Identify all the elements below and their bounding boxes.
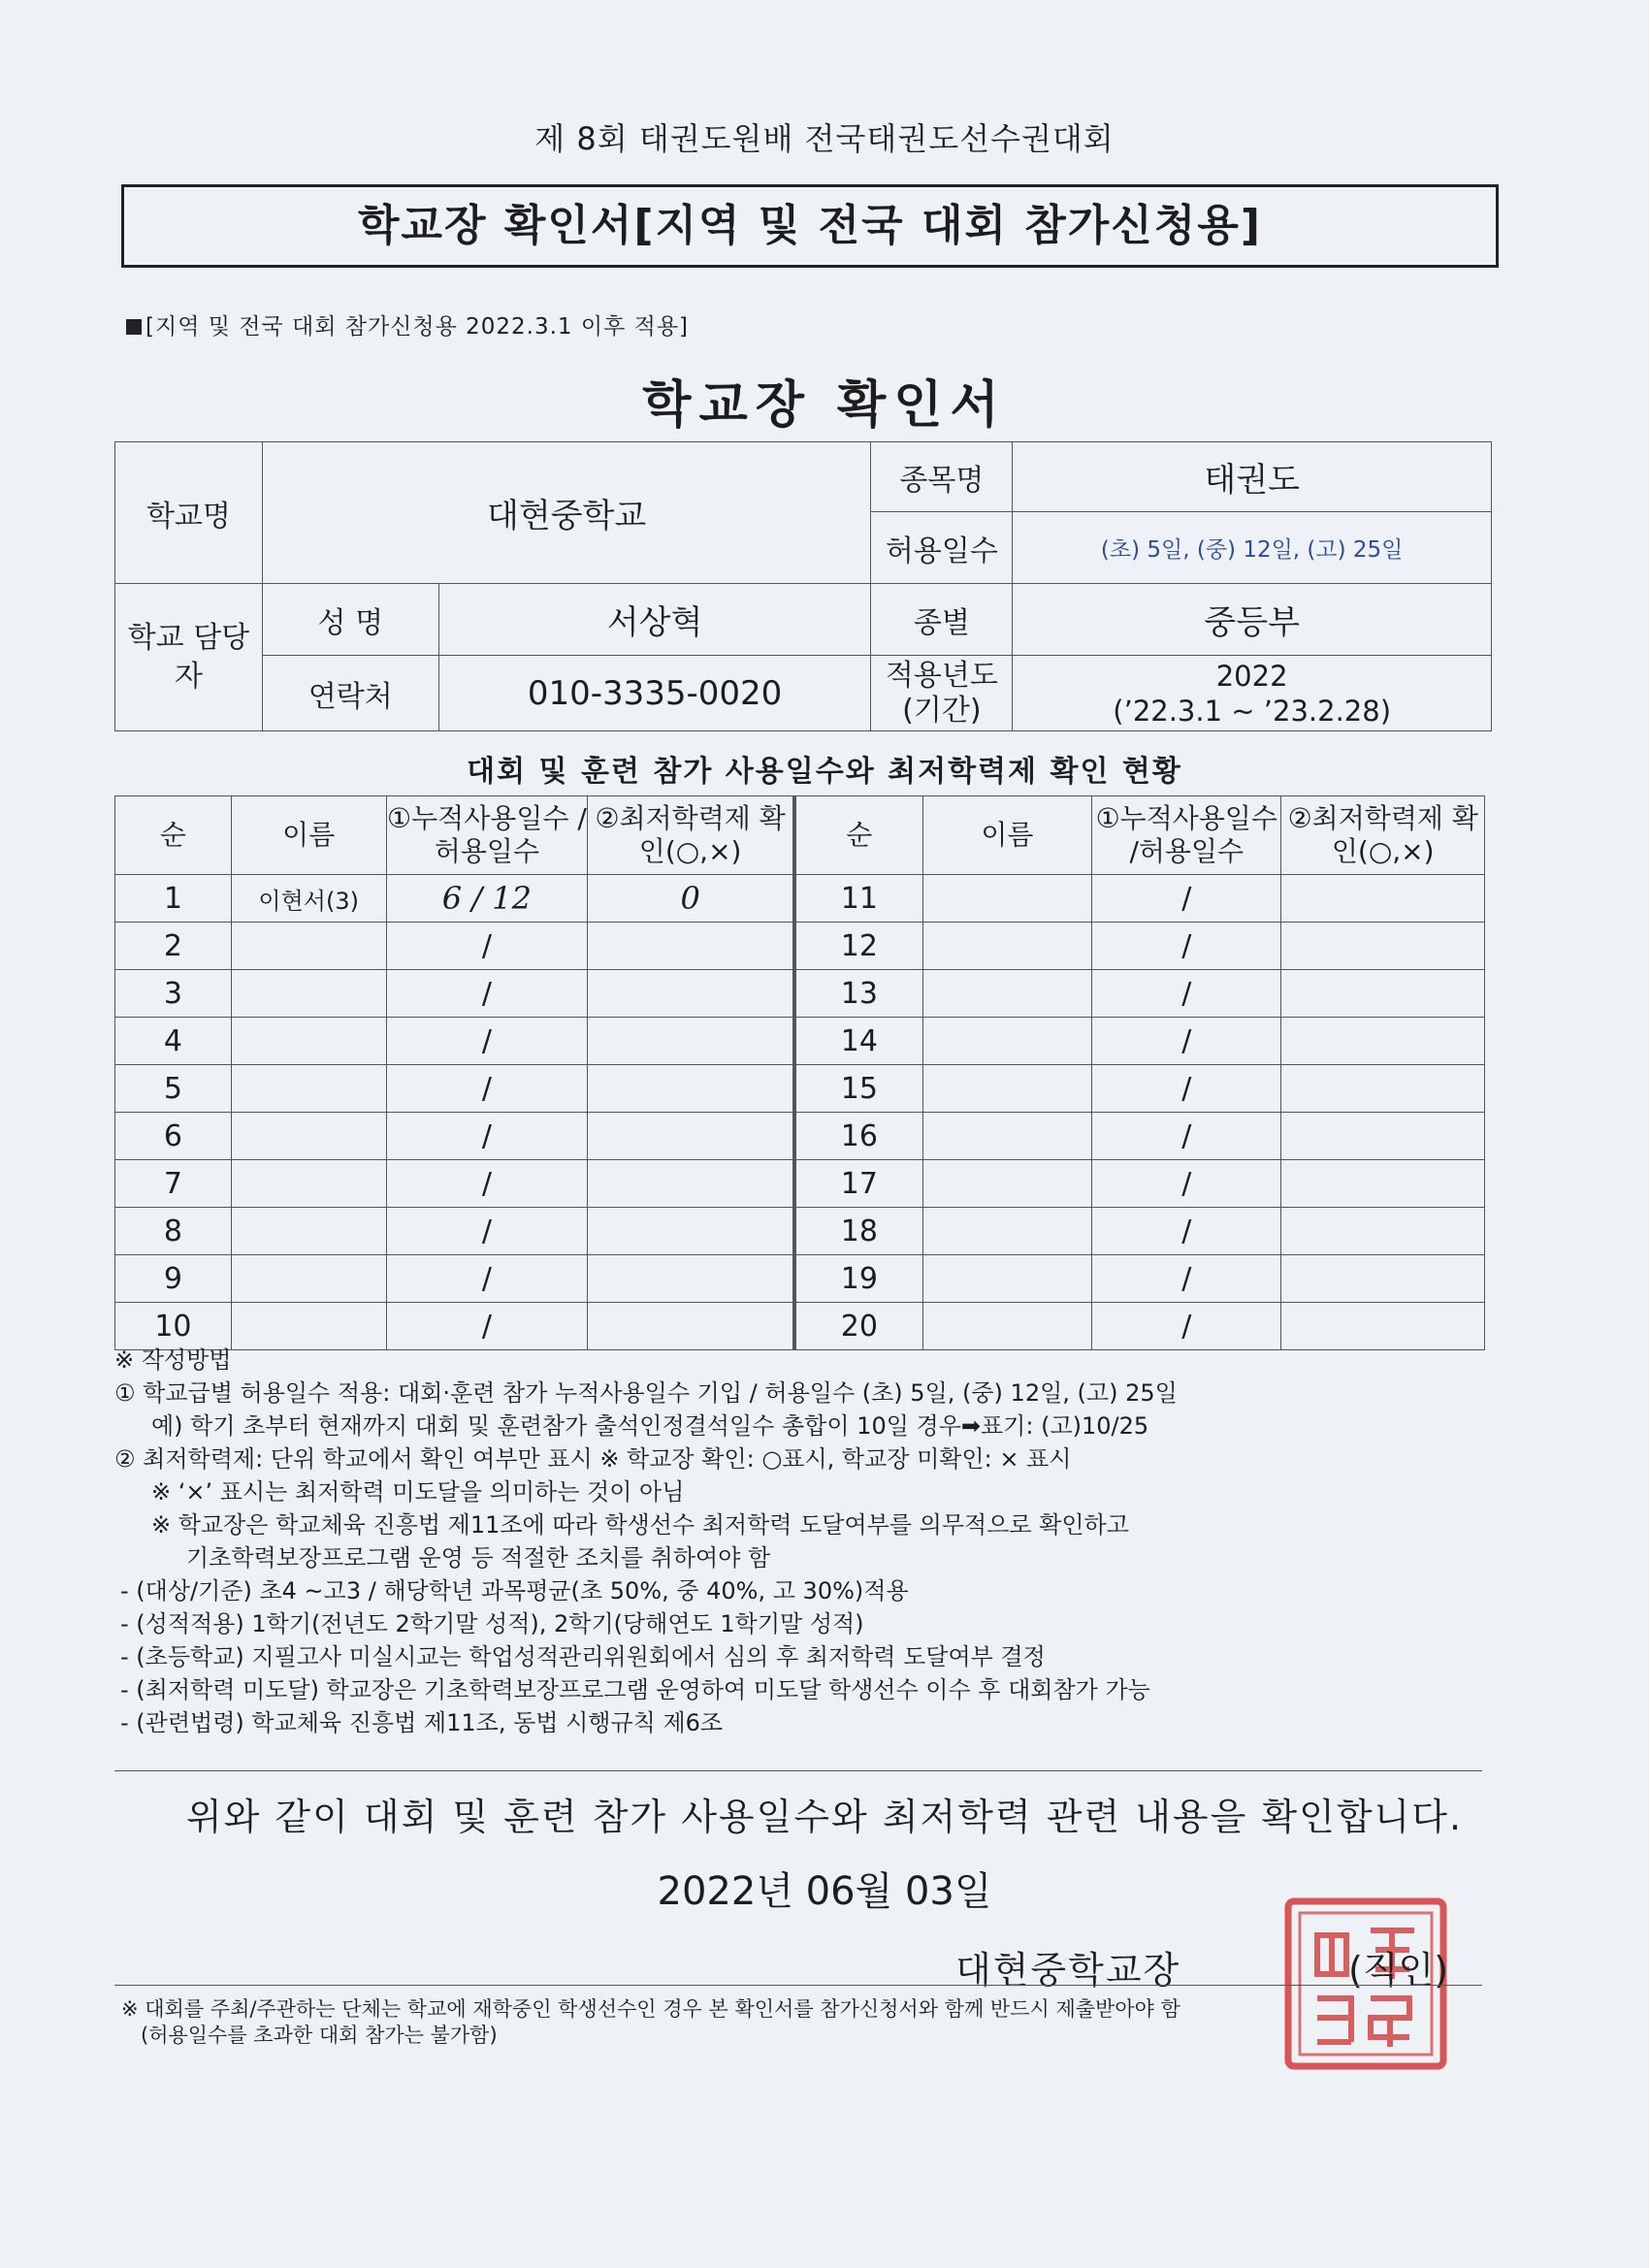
row-days: / xyxy=(386,1018,588,1065)
method-line: 기초학력보장프로그램 운영 등 적절한 조치를 취하여야 함 xyxy=(186,1544,771,1571)
row-name xyxy=(231,1208,386,1255)
row-grade xyxy=(1281,923,1485,970)
row-grade xyxy=(588,1018,793,1065)
apply-note-text: [지역 및 전국 대회 참가신청용 2022.3.1 이후 적용] xyxy=(146,314,690,340)
row-no: 7 xyxy=(115,1160,232,1208)
divider xyxy=(114,1770,1482,1771)
manager-name: 서상혁 xyxy=(438,584,871,656)
confirm-statement: 위와 같이 대회 및 훈련 참가 사용일수와 최저학력 관련 내용을 확인합니다. xyxy=(185,1796,1464,1838)
row-no: 19 xyxy=(795,1255,923,1303)
row-no: 17 xyxy=(795,1160,923,1208)
col-name: 이름 xyxy=(922,796,1091,875)
col-name: 이름 xyxy=(231,796,386,875)
row-days: / xyxy=(1092,923,1281,970)
col-no: 순 xyxy=(115,796,232,875)
row-days: / xyxy=(386,1065,588,1113)
writing-method xyxy=(114,1344,1511,1739)
footnote-line: (허용일수를 초과한 대회 참가는 불가함) xyxy=(141,2024,498,2047)
method-line: ① 학교급별 허용일수 적용: 대회·훈련 참가 누적사용일수 기입 / 허용일수 (초) 5일, (중) 12일, (고) 25일 xyxy=(114,1379,1178,1407)
table-row xyxy=(795,1160,1485,1208)
row-no: 20 xyxy=(795,1303,923,1350)
row-days: / xyxy=(386,1255,588,1303)
row-name xyxy=(922,1113,1091,1160)
col-days: ①누적사용일수 /허용일수 xyxy=(1092,796,1281,875)
method-line: - (대상/기준) 초4 ~고3 / 해당학년 과목평균(초 50%, 중 40%, 고 30%)적용 xyxy=(120,1577,909,1604)
row-name xyxy=(231,1018,386,1065)
document-heading: 학교장 확인서 xyxy=(642,376,1007,435)
row-grade xyxy=(588,1208,793,1255)
row-grade xyxy=(1281,1208,1485,1255)
table-row xyxy=(115,1160,793,1208)
row-days: / xyxy=(1092,1255,1281,1303)
row-days: / xyxy=(1092,1208,1281,1255)
year: 2022 xyxy=(1215,659,1288,693)
row-no: 14 xyxy=(795,1018,923,1065)
col-days: ①누적사용일수 /허용일수 xyxy=(386,796,588,875)
row-grade: 0 xyxy=(588,875,793,923)
row-no: 12 xyxy=(795,923,923,970)
row-name xyxy=(922,875,1091,923)
footnote-line: ※ 대회를 주최/주관하는 단체는 학교에 재학중인 학생선수인 경우 본 확인서를 참가신청서와 함께 반드시 제출받아야 함 xyxy=(121,1997,1180,2021)
period: (’22.3.1 ~ ’23.2.28) xyxy=(1113,694,1392,728)
row-name xyxy=(231,1255,386,1303)
row-no: 3 xyxy=(115,970,232,1018)
contact-label: 연락처 xyxy=(262,656,438,731)
row-grade xyxy=(588,970,793,1018)
manager-label: 학교 담당자 xyxy=(115,584,263,731)
col-grade: ②최저학력제 확인(○,×) xyxy=(1281,796,1485,875)
year-label: 적용년도 (기간) xyxy=(871,656,1013,731)
row-name xyxy=(922,970,1091,1018)
table-row xyxy=(115,970,793,1018)
row-grade xyxy=(1281,875,1485,923)
row-name xyxy=(922,1065,1091,1113)
row-days: / xyxy=(1092,1160,1281,1208)
row-days: / xyxy=(386,1160,588,1208)
row-name xyxy=(922,1255,1091,1303)
row-days: 6 / 12 xyxy=(386,875,588,923)
row-name xyxy=(231,970,386,1018)
table-row xyxy=(795,1065,1485,1113)
method-line: - (최저학력 미도달) 학교장은 기초학력보장프로그램 운영하여 미도달 학생선수 이수 후 대회참가 가능 xyxy=(120,1676,1150,1703)
row-no: 5 xyxy=(115,1065,232,1113)
table-row xyxy=(115,1113,793,1160)
row-name xyxy=(231,1065,386,1113)
school-info-table xyxy=(114,441,1492,731)
school-name-label: 학교명 xyxy=(115,442,263,584)
row-grade xyxy=(1281,1255,1485,1303)
table-row xyxy=(115,875,793,923)
row-days: / xyxy=(386,923,588,970)
method-line: - (성적적용) 1학기(전년도 2학기말 성적), 2학기(당해연도 1학기말 성적) xyxy=(120,1610,864,1637)
row-name xyxy=(922,1160,1091,1208)
form-title-box: 학교장 확인서[지역 및 전국 대회 참가신청용] xyxy=(121,184,1499,268)
table-row xyxy=(115,1018,793,1065)
row-days: / xyxy=(386,1303,588,1350)
row-grade xyxy=(1281,1065,1485,1113)
footnote xyxy=(121,1996,1180,2049)
status-heading: 대회 및 훈련 참가 사용일수와 최저학력제 확인 현황 xyxy=(467,755,1182,789)
division-label: 종별 xyxy=(871,584,1013,656)
row-no: 15 xyxy=(795,1065,923,1113)
method-line: - (관련법령) 학교체육 진흥법 제11조, 동법 시행규칙 제6조 xyxy=(120,1709,724,1736)
method-line: - (초등학교) 지필고사 미실시교는 학업성적관리위원회에서 심의 후 최저학력 도달여부 결정 xyxy=(120,1643,1046,1670)
row-name xyxy=(231,1160,386,1208)
row-grade xyxy=(588,1255,793,1303)
event-title: 제 8회 태권도원배 전국태권도선수권대회 xyxy=(534,120,1115,157)
row-name xyxy=(231,923,386,970)
row-no: 9 xyxy=(115,1255,232,1303)
row-grade xyxy=(588,1065,793,1113)
method-line: ※ ‘×’ 표시는 최저학력 미도달을 의미하는 것이 아님 xyxy=(151,1478,685,1506)
row-days: / xyxy=(386,970,588,1018)
col-no: 순 xyxy=(795,796,923,875)
sport: 태권도 xyxy=(1013,442,1492,512)
row-days: / xyxy=(386,1113,588,1160)
manager-name-label: 성 명 xyxy=(262,584,438,656)
row-no: 11 xyxy=(795,875,923,923)
row-days: / xyxy=(1092,970,1281,1018)
row-no: 18 xyxy=(795,1208,923,1255)
row-grade xyxy=(1281,970,1485,1018)
row-grade xyxy=(1281,1113,1485,1160)
school-name: 대현중학교 xyxy=(262,442,871,584)
row-name xyxy=(231,1113,386,1160)
row-no: 1 xyxy=(115,875,232,923)
status-table-right xyxy=(793,795,1485,1350)
apply-note xyxy=(126,308,689,340)
row-name xyxy=(922,1208,1091,1255)
row-name xyxy=(922,1018,1091,1065)
table-row xyxy=(795,1255,1485,1303)
row-grade xyxy=(588,923,793,970)
method-line: ② 최저학력제: 단위 학교에서 확인 여부만 표시 ※ 학교장 확인: ○표시, 학교장 미확인: × 표시 xyxy=(114,1445,1072,1473)
year-cell xyxy=(1013,656,1492,731)
row-days: / xyxy=(1092,1303,1281,1350)
row-days: / xyxy=(386,1208,588,1255)
sport-label: 종목명 xyxy=(871,442,1013,512)
table-row xyxy=(795,923,1485,970)
principal-title: 대현중학교장 xyxy=(955,1949,1181,1992)
row-grade xyxy=(1281,1018,1485,1065)
square-bullet-icon xyxy=(126,319,142,335)
row-no: 4 xyxy=(115,1018,232,1065)
allowed-days-label: 허용일수 xyxy=(871,512,1013,584)
row-days: / xyxy=(1092,1113,1281,1160)
row-name: 이현서(3) xyxy=(231,875,386,923)
table-row xyxy=(795,1018,1485,1065)
table-row xyxy=(115,1208,793,1255)
row-grade xyxy=(1281,1160,1485,1208)
table-row xyxy=(795,1113,1485,1160)
seal-note: (직인) xyxy=(1348,1949,1449,1992)
table-row xyxy=(795,875,1485,923)
allowed-days: (초) 5일, (중) 12일, (고) 25일 xyxy=(1013,512,1492,584)
method-line: 예) 학기 초부터 현재까지 대회 및 훈련참가 출석인정결석일수 총합이 10일 경우➡표기: (고)10/25 xyxy=(151,1412,1149,1440)
table-row xyxy=(795,970,1485,1018)
row-days: / xyxy=(1092,1018,1281,1065)
table-row xyxy=(115,1255,793,1303)
table-row xyxy=(115,923,793,970)
row-no: 10 xyxy=(115,1303,232,1350)
method-line: ※ 학교장은 학교체육 진흥법 제11조에 따라 학생선수 최저학력 도달여부를 의무적으로 확인하고 xyxy=(151,1511,1129,1539)
row-no: 13 xyxy=(795,970,923,1018)
row-no: 6 xyxy=(115,1113,232,1160)
confirm-date: 2022년 06월 03일 xyxy=(657,1869,992,1914)
division: 중등부 xyxy=(1013,584,1492,656)
row-days: / xyxy=(1092,875,1281,923)
col-grade: ②최저학력제 확인(○,×) xyxy=(588,796,793,875)
row-days: / xyxy=(1092,1065,1281,1113)
row-grade xyxy=(588,1113,793,1160)
row-no: 8 xyxy=(115,1208,232,1255)
row-name xyxy=(922,923,1091,970)
table-row xyxy=(795,1208,1485,1255)
status-table-left xyxy=(114,795,793,1350)
table-row xyxy=(115,1065,793,1113)
method-title: ※ 작성방법 xyxy=(114,1346,232,1374)
row-no: 16 xyxy=(795,1113,923,1160)
row-grade xyxy=(588,1160,793,1208)
row-no: 2 xyxy=(115,923,232,970)
contact: 010-3335-0020 xyxy=(438,656,871,731)
divider xyxy=(114,1985,1482,1986)
